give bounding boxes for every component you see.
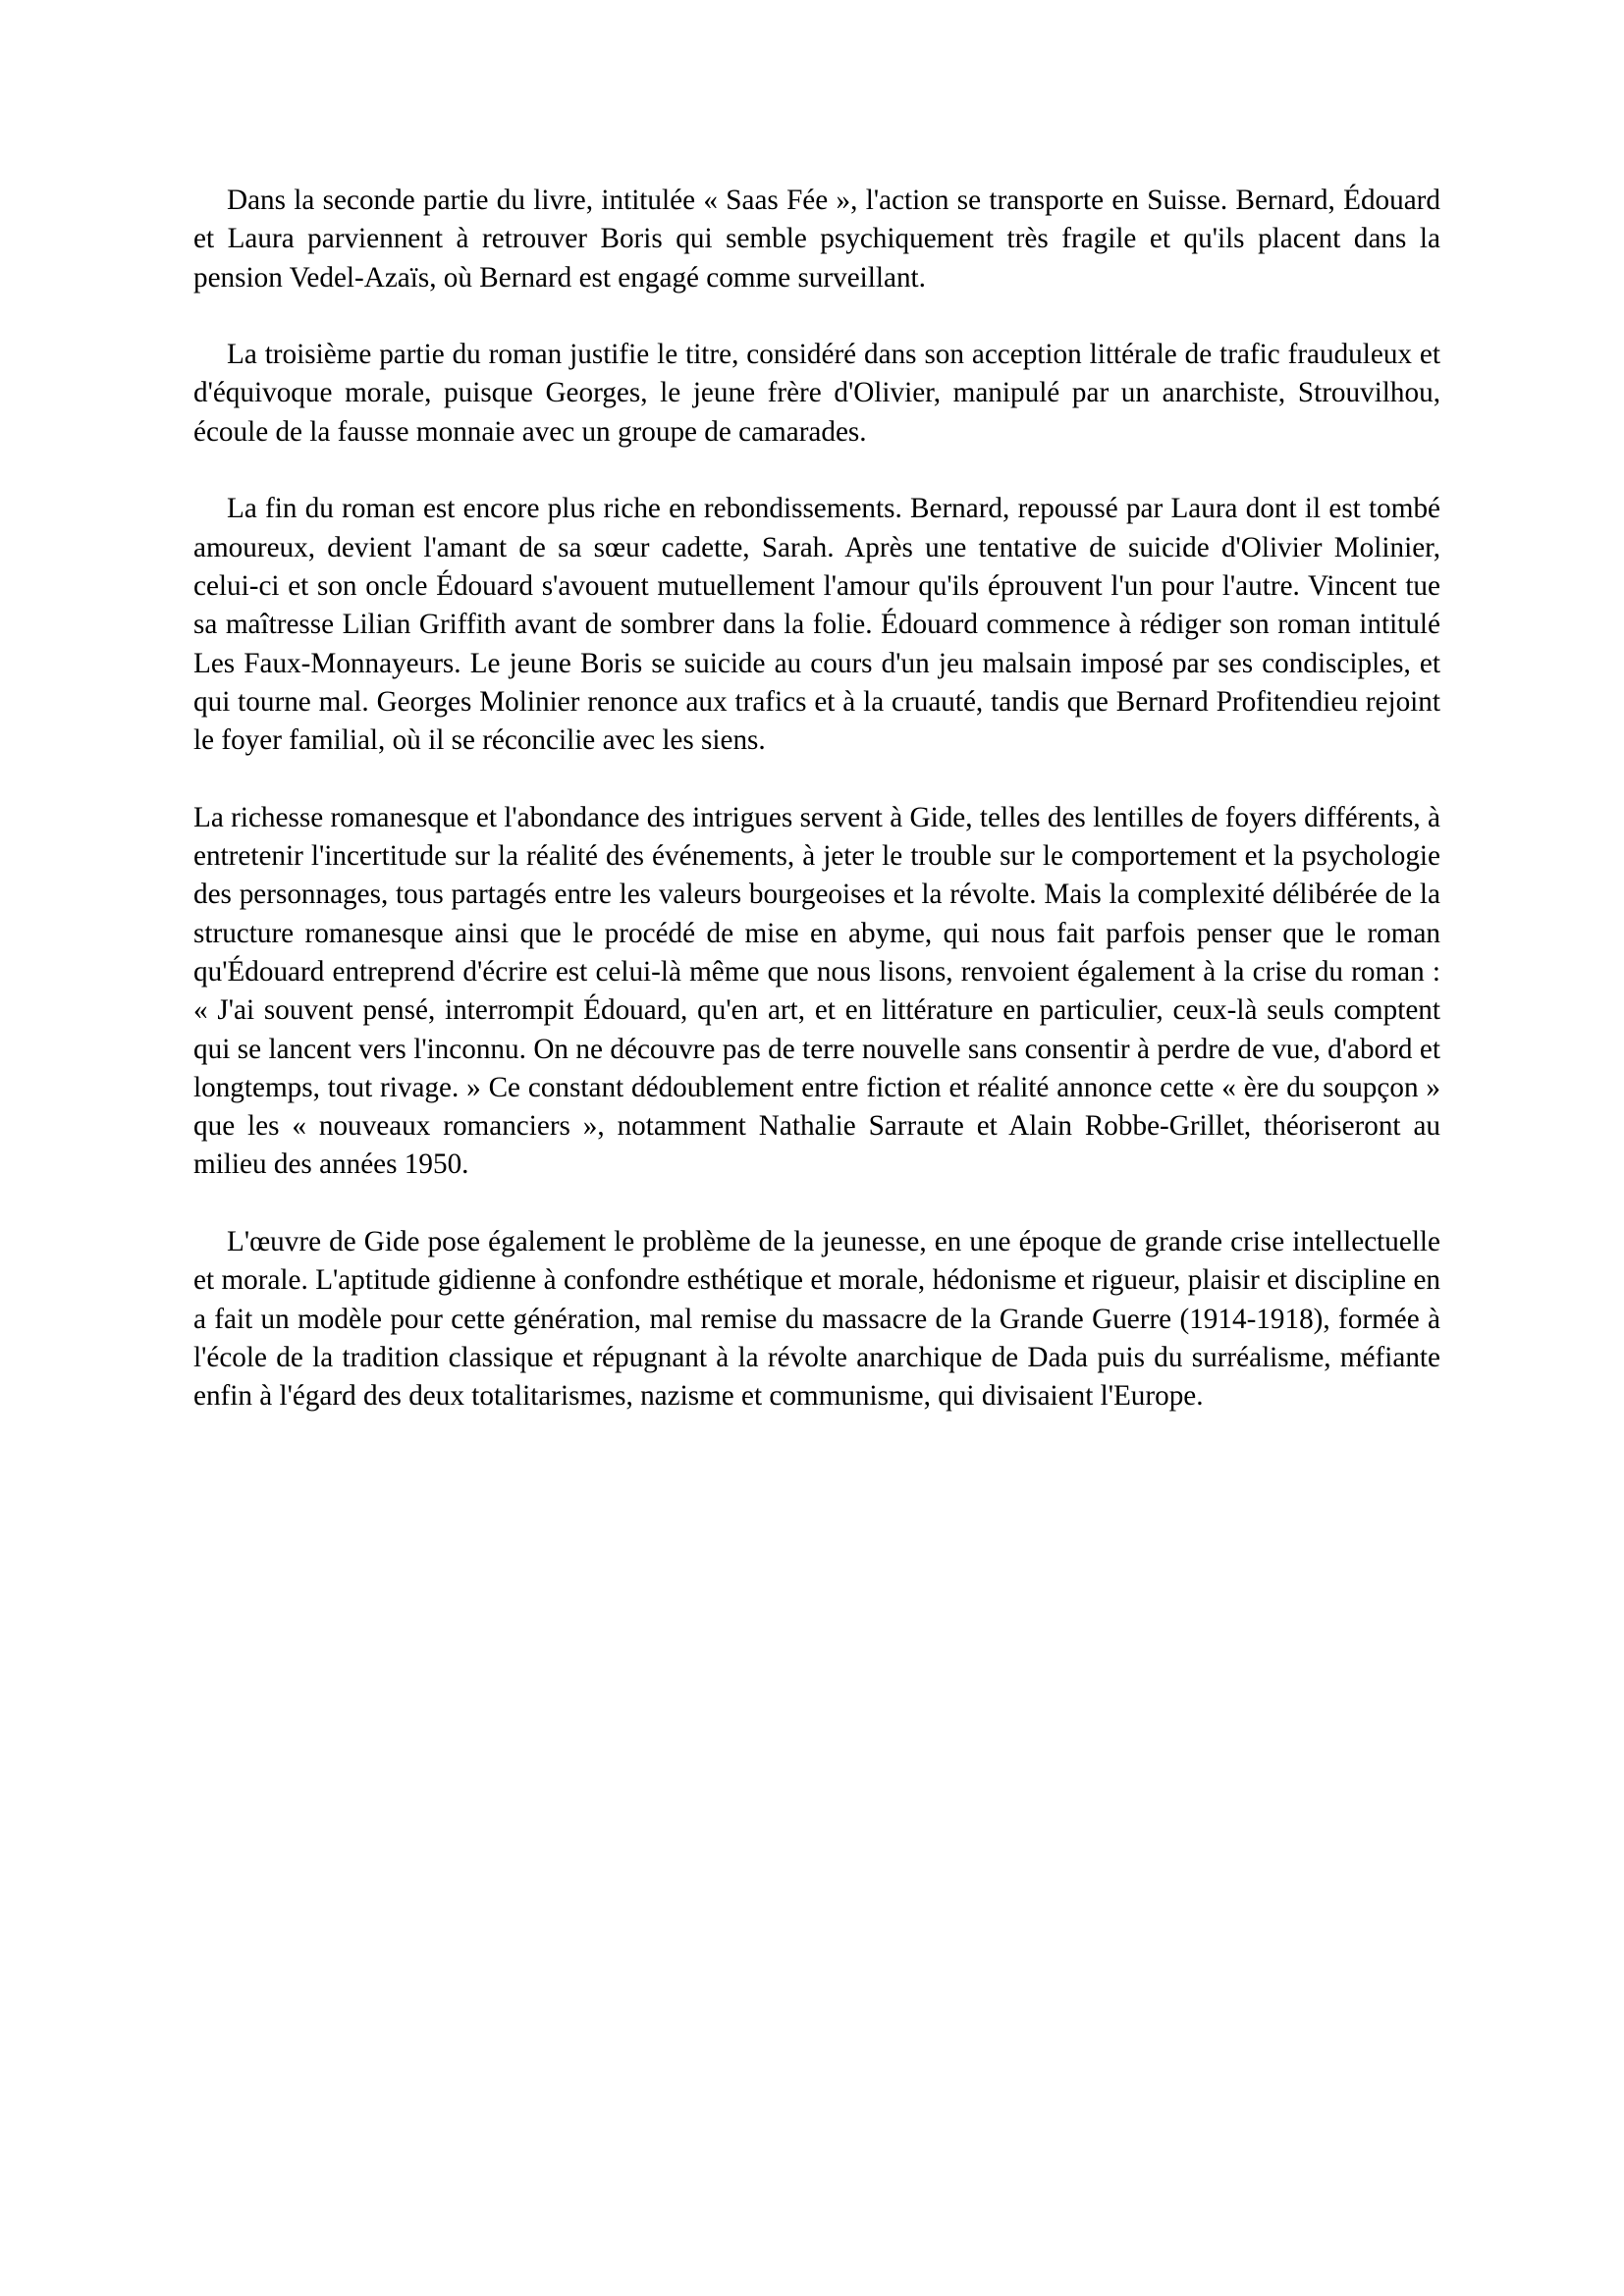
paragraph-fin-du-roman: La fin du roman est encore plus riche en rebondissements. Bernard, repoussé par Laura dont il est tombé amoureux, devient l'amant de sa sœur cadette, Sarah. Après une tentative de suicide d'Olivier Molinier, celui-ci et son oncle Édouard s'avouent mutuellement l'amour qu'ils éprouvent l'un pour l'autre. Vincent tue sa maîtresse Lilian Griffith avant de sombrer dans la folie. Édouard commence à rédiger son roman intitulé Les Faux-Monnayeurs. Le jeune Boris se suicide au cours d'un jeu malsain imposé par ses condisciples, et qui tourne mal. Georges Molinier renonce aux trafics et à la cruauté, tandis que Bernard Profitendieu rejoint le foyer familial, où il se réconcilie avec les siens.	[193, 493, 1440, 757]
paragraph-richesse-romanesque: La richesse romanesque et l'abondance des intrigues servent à Gide, telles des lentilles de foyers différents, à entretenir l'incertitude sur la réalité des événements, à jeter le trouble sur le comportement et la psychologie des personnages, tous partagés entre les valeurs bourgeoises et la révolte. Mais la complexité délibérée de la structure romanesque ainsi que le procédé de mise en abyme, qui nous fait parfois penser que le roman qu'Édouard entreprend d'écrire est celui-là même que nous lisons, renvoient également à la crise du roman : « J'ai souvent pensé, interrompit Édouard, qu'en art, et en littérature en particulier, ceux-là seuls comptent qui se lancent vers l'inconnu. On ne découvre pas de terre nouvelle sans consentir à perdre de vue, d'abord et longtemps, tout rivage. » Ce constant dédoublement entre fiction et réalité annonce cette « ère du soupçon » que les « nouveaux romanciers », notamment Nathalie Sarraute et Alain Robbe-Grillet, théoriseront au milieu des années 1950.	[193, 801, 1440, 1181]
paragraph-troisieme-partie: La troisième partie du roman justifie le titre, considéré dans son acception littérale de trafic frauduleux et d'équivoque morale, puisque Georges, le jeune frère d'Olivier, manipulé par un anarchiste, Strouvilhou, écoule de la fausse monnaie avec un groupe de camarades.	[193, 339, 1440, 448]
paragraph-saas-fee: Dans la seconde partie du livre, intitulée « Saas Fée », l'action se transporte en Suisse. Bernard, Édouard et Laura parviennent à retrouver Boris qui semble psychiquement très fragile et qu'ils placent dans la pension Vedel-Azaïs, où Bernard est engagé comme surveillant.	[193, 185, 1440, 294]
paragraph-oeuvre-de-gide: L'œuvre de Gide pose également le problème de la jeunesse, en une époque de grande crise intellectuelle et morale. L'aptitude gidienne à confondre esthétique et morale, hédonisme et rigueur, plaisir et discipline en a fait un modèle pour cette génération, mal remise du massacre de la Grande Guerre (1914-1918), formée à l'école de la tradition classique et répugnant à la révolte anarchique de Dada puis du surréalisme, méfiante enfin à l'égard des deux totalitarismes, nazisme et communisme, qui divisaient l'Europe.	[193, 1226, 1440, 1413]
document-page	[193, 182, 1440, 1455]
